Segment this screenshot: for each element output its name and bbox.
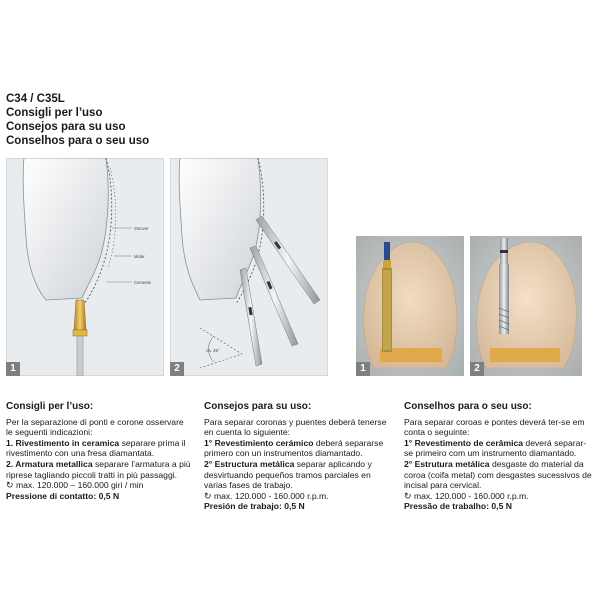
title-pt: Conselhos para o seu uso (6, 135, 150, 147)
step-2 (404, 459, 594, 491)
rotation-arrow-icon: ↻ (404, 490, 412, 501)
panel-number: 1 (356, 362, 370, 376)
step-1-label: 1° Revestimento de cerâmica (404, 437, 524, 448)
intro-text: Para separar coronas y puentes deberá tenerse en cuenta lo siguiente: (204, 416, 387, 438)
step-1-label: 1. Rivestimento in ceramica (6, 437, 120, 448)
label-2: Molar (134, 254, 145, 259)
panel-number: 2 (170, 362, 184, 376)
panel-number: 2 (470, 362, 484, 376)
crown-photo-2 (470, 236, 582, 376)
pressure-line (6, 491, 192, 502)
step-2 (204, 459, 390, 491)
step-2 (6, 459, 192, 480)
pressure-line (204, 501, 390, 512)
speed-text: max. 120.000 - 160.000 r.p.m. (213, 490, 329, 501)
step-2-text: separare l’armatura a più riprese tagliando piccoli tratti in più passaggi. (6, 458, 191, 480)
pressure-text: Pressione di contatto: 0,5 N (6, 490, 120, 501)
product-code: C34 / C35L (6, 93, 65, 105)
intro-text: Para separar coroas e pontes deverá ter-se em conta o seguinte: (404, 416, 585, 438)
speed-line (204, 491, 390, 502)
intro-text: Per la separazione di ponti e corone osservare le seguenti indicazioni: (6, 416, 184, 438)
crown-photo-1 (356, 236, 464, 376)
rotation-arrow-icon: ↻ (6, 480, 14, 491)
photo-panel-1 (356, 236, 464, 376)
panel-number: 1 (6, 362, 20, 376)
instructions-title: Consejos para su uso: (204, 401, 312, 412)
speed-line (404, 491, 594, 502)
illustration-panel-2 (170, 158, 328, 376)
illustration-panel-1 (6, 158, 164, 376)
step-1-text: deverá separar-se primeiro com um instrumento diamantado. (404, 437, 587, 459)
pressure-text: Pressão de trabalho: 0,5 N (404, 501, 512, 512)
pressure-line (404, 501, 594, 512)
speed-text: max. 120.000 – 160.000 giri / min (15, 480, 144, 491)
pressure-text: Presión de trabajo: 0,5 N (204, 501, 305, 512)
tooth-drill-illustration-2 (170, 158, 328, 376)
step-1-text: separare prima il rivestimento con una fresa diamantata. (6, 437, 186, 459)
title-it: Consigli per l’uso (6, 107, 103, 119)
instructions-es (204, 402, 390, 512)
speed-line (6, 480, 192, 491)
step-2-text: separar aplicando y desvirtuando pequeños tramos parciales en varias fases de trabajo. (204, 458, 372, 491)
label-3: Cements (134, 280, 151, 285)
drill-shank (77, 336, 83, 376)
drill-tip (74, 300, 86, 330)
step-2-text: desgaste do material da coroa (coifa metal) com desgastes sucessivos de incisal para cervical. (404, 458, 592, 491)
step-1 (6, 438, 192, 459)
instructions-it (6, 402, 192, 501)
instructions-title: Conselhos para o seu uso: (404, 401, 532, 412)
rotation-arrow-icon: ↻ (204, 490, 212, 501)
step-1-text: deberá separarse primero con un instrumentos diamantado. (204, 437, 384, 459)
label-1: Smover (134, 226, 149, 231)
step-2-label: 2. Armatura metallica (6, 458, 93, 469)
speed-text: max. 120.000 - 160.000 r.p.m. (413, 490, 529, 501)
instructions-pt (404, 402, 594, 512)
photo-panel-2 (470, 236, 582, 376)
instructions-title: Consigli per l’uso: (6, 401, 94, 412)
title-es: Consejos para su uso (6, 121, 126, 133)
step-2-label: 2° Estructura metálica (204, 458, 295, 469)
step-1 (204, 438, 390, 459)
header (6, 92, 149, 148)
step-1 (404, 438, 594, 459)
tooth-drill-illustration-1 (6, 158, 164, 376)
step-1-label: 1° Revestimiento cerámico (204, 437, 314, 448)
angle-label: ca. 45° (206, 348, 220, 353)
step-2-label: 2° Estrutura metálica (404, 458, 490, 469)
